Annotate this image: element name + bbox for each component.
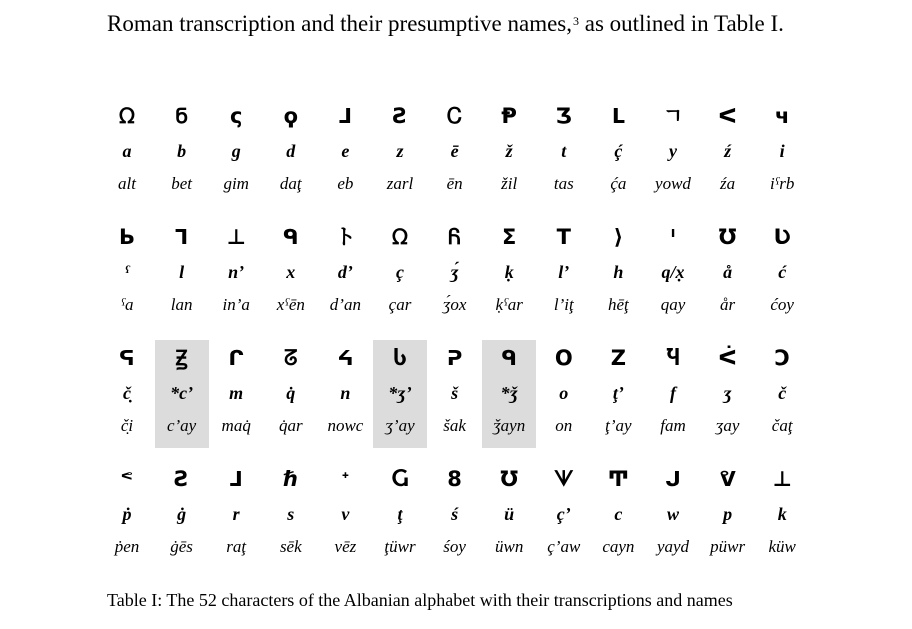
- letter-cell: [318, 340, 372, 448]
- letter-name: ˤa: [120, 295, 134, 314]
- letter-transcription: x: [286, 262, 296, 282]
- letter-glyph: Ⴏ: [666, 346, 680, 370]
- letter-transcription: n: [340, 383, 351, 403]
- letter-glyph: Ⴚ: [391, 467, 409, 491]
- letter-glyph: Ͳ: [607, 467, 630, 491]
- letter-name: qay: [660, 295, 686, 314]
- letter-glyph: Ᵽ: [501, 104, 517, 128]
- letter-transcription: q/x̣: [661, 262, 685, 282]
- letter-name: küw: [768, 537, 796, 556]
- letter-cell: [373, 98, 427, 206]
- letter-transcription: r: [232, 504, 240, 524]
- letter-transcription: ź: [724, 141, 732, 161]
- letter-name: çar: [388, 295, 412, 314]
- letter-glyph: ᕈ: [446, 346, 463, 370]
- letter-glyph: Σ: [502, 225, 517, 249]
- letter-transcription: g: [231, 141, 241, 161]
- letter-transcription: ć: [778, 262, 787, 282]
- letter-transcription: ç’: [556, 504, 571, 524]
- letter-transcription: č̣: [123, 383, 131, 403]
- letter-name: on: [555, 416, 573, 435]
- letter-name: ṗen: [114, 537, 140, 556]
- letter-transcription: a: [122, 141, 132, 161]
- letter-glyph: ч: [774, 104, 790, 128]
- letter-name: śoy: [443, 537, 466, 556]
- letter-glyph: Ƨ: [174, 467, 190, 491]
- letter-name: lan: [170, 295, 193, 314]
- letter-glyph: T: [556, 225, 571, 249]
- intro-text: Roman transcription and their presumptive names,: [107, 11, 572, 36]
- letter-transcription: ü: [504, 504, 515, 524]
- letter-cell: [428, 219, 482, 327]
- letter-transcription: ḳ: [504, 262, 514, 282]
- table-caption: Table I: The 52 characters of the Albanian alphabet with their transcriptions and names: [107, 590, 733, 610]
- letter-cell: [537, 340, 591, 448]
- letter-glyph: ᘔ: [284, 346, 298, 370]
- letter-cell: [591, 98, 645, 206]
- letter-glyph: ᒣ: [175, 225, 189, 249]
- letter-cell: [701, 219, 755, 327]
- letter-cell: [701, 340, 755, 448]
- letter-name: sēk: [279, 537, 302, 556]
- letter-transcription: h: [613, 262, 624, 282]
- letter-name: püwr: [710, 537, 746, 556]
- letter-glyph: ᒍ: [665, 467, 681, 491]
- letter-cell: [537, 98, 591, 206]
- letter-glyph: ᑫ: [282, 225, 299, 249]
- letter-transcription: q̇: [286, 383, 296, 403]
- letter-glyph: 8: [447, 467, 462, 491]
- letter-cell: [701, 461, 755, 569]
- letter-transcription: d’: [337, 262, 353, 282]
- letter-cell: [755, 219, 809, 327]
- letter-cell: [264, 98, 318, 206]
- letter-name: tas: [553, 174, 574, 193]
- letter-name: ḳˤar: [495, 295, 523, 314]
- letter-transcription: å: [723, 262, 733, 282]
- letter-cell: [755, 461, 809, 569]
- letter-cell: [100, 219, 154, 327]
- letter-name: ćoy: [770, 295, 794, 314]
- letter-transcription: v: [341, 504, 350, 524]
- letter-glyph: Ο: [554, 346, 573, 370]
- letter-glyph: ᐩ: [341, 467, 350, 491]
- letter-cell: [591, 461, 645, 569]
- letter-glyph: Ꙃ: [175, 346, 188, 370]
- letter-cell: [537, 461, 591, 569]
- letter-glyph: Ⴑ: [393, 346, 407, 370]
- letter-name: fam: [660, 416, 686, 435]
- letter-cell: [482, 340, 536, 448]
- letter-glyph: ⊥: [772, 467, 792, 491]
- letter-cell: [209, 98, 263, 206]
- letter-glyph: ᒧ: [229, 467, 243, 491]
- letter-name: maq̇: [221, 416, 251, 435]
- letter-transcription: ṗ: [122, 504, 132, 524]
- letter-cell: [318, 219, 372, 327]
- letter-transcription: ç: [396, 262, 404, 282]
- letter-transcription: l: [179, 262, 185, 282]
- letter-transcription: e: [341, 141, 350, 161]
- letter-glyph: ᘯ: [119, 104, 135, 128]
- letter-transcription: b: [177, 141, 187, 161]
- letter-transcription: *c’: [170, 383, 194, 403]
- table-row-4: [100, 461, 808, 582]
- letter-name: č̣i: [120, 416, 134, 435]
- letter-cell: [482, 461, 536, 569]
- letter-glyph: ⊥: [226, 225, 246, 249]
- letter-glyph: Ь: [118, 225, 135, 249]
- letter-cell: [100, 340, 154, 448]
- letter-transcription: *ʒ’: [388, 383, 412, 403]
- letter-glyph: ϙ: [283, 104, 299, 128]
- letter-transcription: ġ: [177, 504, 187, 524]
- letter-glyph: Ᏺ: [448, 225, 461, 249]
- letter-transcription: m: [229, 383, 244, 403]
- letter-cell: [646, 461, 700, 569]
- letter-transcription: w: [666, 504, 679, 524]
- letter-glyph: Ʒ: [555, 104, 572, 128]
- letter-cell: [209, 219, 263, 327]
- letter-glyph: ⟩: [613, 225, 624, 249]
- letter-glyph: ᘯ: [392, 225, 408, 249]
- letter-name: źa: [720, 174, 736, 193]
- letter-transcription: s: [287, 504, 295, 524]
- letter-transcription: l’: [558, 262, 570, 282]
- letter-name: nowc: [327, 416, 364, 435]
- letter-glyph: Ʊ: [718, 225, 737, 249]
- letter-transcription: n’: [228, 262, 245, 282]
- letter-cell: [701, 98, 755, 206]
- letter-transcription: ž: [505, 141, 513, 161]
- letter-transcription: ē: [450, 141, 459, 161]
- letter-cell: [264, 340, 318, 448]
- letter-name: in’a: [222, 295, 250, 314]
- letter-glyph: ᔦ: [337, 346, 354, 370]
- letter-name: c’ay: [166, 416, 197, 435]
- letter-glyph: ᒋ: [228, 346, 244, 370]
- letter-cell: [373, 340, 427, 448]
- letter-name: d’an: [329, 295, 361, 314]
- letter-name: ţ’ay: [605, 416, 632, 435]
- letter-name: ţüwr: [384, 537, 416, 556]
- letter-glyph: ᕓ: [719, 467, 736, 491]
- letter-cell: [646, 219, 700, 327]
- letter-glyph: Ნ: [174, 104, 189, 128]
- letter-transcription: ś: [451, 504, 459, 524]
- letter-glyph: ℏ: [283, 467, 299, 491]
- letter-cell: [755, 98, 809, 206]
- letter-transcription: o: [559, 383, 569, 403]
- letter-name: žil: [501, 174, 518, 193]
- letter-transcription: d: [286, 141, 296, 161]
- letter-glyph: Ͻ: [774, 346, 790, 370]
- letter-glyph: ᒪ: [611, 104, 625, 128]
- letter-transcription: t: [561, 141, 567, 161]
- intro-paragraph: [107, 8, 807, 39]
- intro-text-after: as outlined in Table I.: [584, 11, 784, 36]
- table-row-2: [100, 219, 808, 340]
- letter-cell: [209, 340, 263, 448]
- letter-glyph: ᒧ: [338, 104, 352, 128]
- letter-glyph: ᐸ: [718, 104, 737, 128]
- letter-glyph: ς: [229, 104, 243, 128]
- table-row-3: [100, 340, 808, 461]
- letter-cell: [537, 219, 591, 327]
- letter-cell: [373, 219, 427, 327]
- letter-transcription: k: [777, 504, 787, 524]
- letter-name: q̇ar: [278, 416, 303, 435]
- letter-cell: [428, 98, 482, 206]
- letter-cell: [755, 340, 809, 448]
- letter-cell: [482, 98, 536, 206]
- letter-cell: [100, 98, 154, 206]
- letter-glyph: ᑫ: [501, 346, 517, 370]
- letter-transcription: ţ: [397, 504, 403, 524]
- letter-transcription: y: [669, 141, 677, 161]
- letter-cell: [155, 461, 209, 569]
- letter-name: ḉa: [610, 174, 627, 193]
- letter-name: l’iţ: [553, 295, 574, 314]
- footnote-mark: 3: [573, 14, 579, 28]
- letter-name: üwn: [495, 537, 524, 556]
- letter-name: daţ: [279, 174, 302, 193]
- letter-transcription: p: [723, 504, 733, 524]
- letter-glyph: ᕋ: [119, 346, 135, 370]
- letter-name: gim: [223, 174, 249, 193]
- letter-name: bet: [171, 174, 192, 193]
- letter-name: xˤēn: [276, 295, 305, 314]
- letter-glyph: ᑊ: [670, 225, 676, 249]
- letter-transcription: *ǯ: [500, 383, 518, 403]
- letter-transcription: c: [614, 504, 623, 524]
- alphabet-table: [100, 98, 808, 582]
- letter-name: alt: [118, 174, 136, 193]
- letter-name: šak: [443, 416, 466, 435]
- letter-name: yayd: [656, 537, 690, 556]
- letter-transcription: ḉ: [614, 141, 623, 161]
- letter-cell: [646, 340, 700, 448]
- letter-transcription: š: [451, 383, 459, 403]
- letter-cell: [264, 219, 318, 327]
- letter-cell: [155, 340, 209, 448]
- letter-cell: [428, 461, 482, 569]
- letter-name: cayn: [602, 537, 635, 556]
- letter-cell: [482, 219, 536, 327]
- letter-name: čaţ: [771, 416, 793, 435]
- letter-cell: [428, 340, 482, 448]
- letter-glyph: ᗐ: [553, 467, 574, 491]
- table-row-1: [100, 98, 808, 219]
- letter-cell: [155, 98, 209, 206]
- letter-name: zarl: [386, 174, 414, 193]
- letter-transcription: i: [779, 141, 785, 161]
- letter-name: år: [720, 295, 736, 314]
- letter-glyph: Ꮯ: [447, 104, 463, 128]
- letter-cell: [155, 219, 209, 327]
- letter-glyph: ᕝ: [120, 467, 134, 491]
- letter-cell: [591, 219, 645, 327]
- letter-glyph: ㄱ: [662, 104, 684, 128]
- letter-glyph: Ʋ: [773, 225, 791, 249]
- letter-transcription: f: [670, 383, 676, 403]
- letter-transcription: ʒ́: [450, 262, 459, 282]
- letter-cell: [591, 340, 645, 448]
- letter-name: ç’aw: [547, 537, 581, 556]
- letter-name: vēz: [334, 537, 357, 556]
- letter-cell: [373, 461, 427, 569]
- letter-glyph: Ꙅ: [392, 104, 408, 128]
- letter-cell: [209, 461, 263, 569]
- letter-name: ʒ́ox: [442, 295, 467, 314]
- letter-name: ǯayn: [493, 416, 526, 435]
- letter-cell: [100, 461, 154, 569]
- letter-name: iˤrb: [769, 174, 795, 193]
- letter-name: ēn: [446, 174, 463, 193]
- letter-cell: [646, 98, 700, 206]
- letter-name: ʒ’ay: [385, 416, 415, 435]
- letter-cell: [264, 461, 318, 569]
- letter-name: yowd: [655, 174, 691, 193]
- letter-cell: [318, 461, 372, 569]
- letter-glyph: Z: [610, 346, 626, 370]
- letter-name: eb: [337, 174, 354, 193]
- letter-glyph: ト: [334, 225, 356, 249]
- letter-glyph: ᐹ: [718, 346, 737, 370]
- letter-glyph: Ʊ: [500, 467, 519, 491]
- letter-transcription: ʒ: [723, 383, 732, 403]
- letter-name: ġēs: [170, 537, 193, 556]
- letter-name: ʒay: [715, 416, 740, 435]
- letter-cell: [318, 98, 372, 206]
- letter-name: hēţ: [608, 295, 629, 314]
- letter-transcription: č: [778, 383, 787, 403]
- letter-name: raţ: [226, 537, 247, 556]
- letter-transcription: z: [396, 141, 404, 161]
- letter-transcription: ˤ: [124, 262, 130, 282]
- letter-transcription: ţ’: [612, 383, 624, 403]
